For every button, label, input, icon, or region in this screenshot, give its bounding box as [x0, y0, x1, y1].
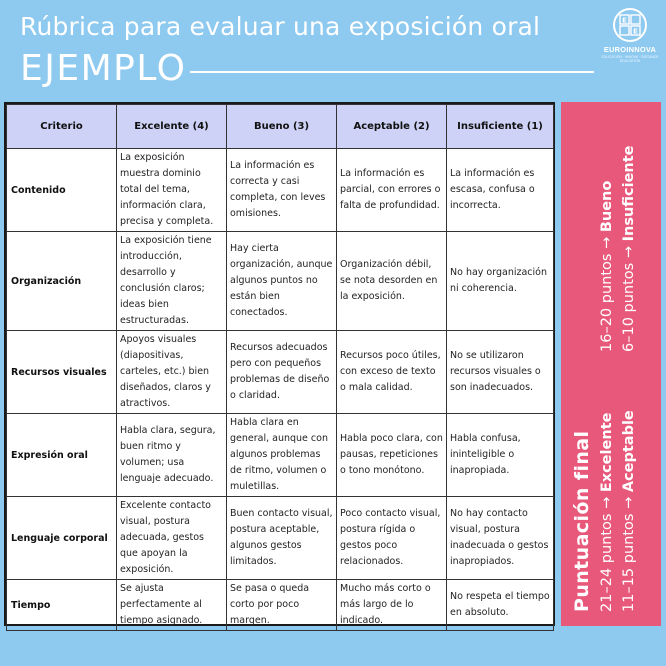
score-range: 6–10 puntos →	[621, 241, 637, 352]
page-subtitle: EJEMPLO	[20, 48, 187, 89]
rubric-cell: Recursos poco útiles, con exceso de texto o mala calidad.	[337, 331, 447, 414]
logo-brand: EUROINNOVA	[603, 45, 657, 54]
table-row	[7, 232, 554, 331]
final-score-rotated	[563, 104, 659, 624]
rubric-cell: La información es escasa, confusa o incorrecta.	[447, 149, 554, 232]
score-range: 16–20 puntos →	[599, 232, 615, 352]
rubric-cell: Recursos adecuados pero con pequeños problemas de diseño o claridad.	[227, 331, 337, 414]
svg-text:E: E	[622, 16, 627, 25]
logo	[600, 8, 660, 76]
score-band-excelente	[599, 413, 615, 612]
criterion-cell: Tiempo	[7, 580, 117, 631]
table-row	[7, 497, 554, 580]
header-aceptable: Aceptable (2)	[337, 105, 447, 149]
rubric-cell: Se pasa o queda corto por poco margen.	[227, 580, 337, 631]
rubric-cell: La exposición muestra dominio total del tema, información clara, precisa y completa.	[117, 149, 227, 232]
rubric-cell: Excelente contacto visual, postura adecuada, gestos que apoyan la exposición.	[117, 497, 227, 580]
score-label: Insuficiente	[621, 145, 637, 242]
rubric-cell: No se utilizaron recursos visuales o son inadecuados.	[447, 331, 554, 414]
table-header-row	[7, 105, 554, 149]
rubric-cell: No hay contacto visual, postura inadecuada o gestos inapropiados.	[447, 497, 554, 580]
logo-tagline: EDUCATION · INNOVA · DISTANCE EDUCATION	[601, 55, 659, 63]
rubric-cell: La información es parcial, con errores o falta de profundidad.	[337, 149, 447, 232]
score-label: Aceptable	[621, 410, 637, 493]
title-underline	[190, 71, 594, 73]
rubric-cell: La información es correcta y casi completa, con leves omisiones.	[227, 149, 337, 232]
score-band-bueno	[599, 181, 615, 352]
rubric-cell: Apoyos visuales (diapositivas, carteles, etc.) bien diseñados, claros y atractivos.	[117, 331, 227, 414]
score-label: Bueno	[599, 180, 615, 233]
rubric-cell: Habla poco clara, con pausas, repeticiones o tono monótono.	[337, 414, 447, 497]
rubric-cell: No respeta el tiempo en absoluto.	[447, 580, 554, 631]
rubric-cell: Habla clara, segura, buen ritmo y volumen; usa lenguaje adecuado.	[117, 414, 227, 497]
score-band-aceptable	[621, 410, 637, 612]
final-score-title: Puntuación final	[571, 430, 593, 612]
table-row	[7, 149, 554, 232]
final-score-panel	[561, 102, 661, 626]
rubric-cell: Se ajusta perfectamente al tiempo asignado.	[117, 580, 227, 631]
table-row	[7, 331, 554, 414]
criterion-cell: Lenguaje corporal	[7, 497, 117, 580]
table-row	[7, 580, 554, 631]
header-criterio: Criterio	[7, 105, 117, 149]
rubric-cell: La exposición tiene introducción, desarrollo y conclusión claros; ideas bien estructuradas.	[117, 232, 227, 331]
logo-emblem-icon	[618, 13, 642, 37]
criterion-cell: Contenido	[7, 149, 117, 232]
header-excelente: Excelente (4)	[117, 105, 227, 149]
criterion-cell: Organización	[7, 232, 117, 331]
header-bueno: Bueno (3)	[227, 105, 337, 149]
rubric-table	[6, 104, 554, 631]
rubric-cell: Mucho más corto o más largo de lo indicado.	[337, 580, 447, 631]
rubric-cell: Hay cierta organización, aunque algunos puntos no están bien conectados.	[227, 232, 337, 331]
rubric-table-container	[4, 102, 555, 626]
score-range: 11–15 puntos →	[621, 492, 637, 612]
rubric-cell: Habla confusa, ininteligible o inapropiada.	[447, 414, 554, 497]
logo-seal-icon	[613, 8, 647, 42]
score-label: Excelente	[599, 412, 615, 493]
table-row	[7, 414, 554, 497]
score-range: 21–24 puntos →	[599, 492, 615, 612]
header-insuficiente: Insuficiente (1)	[447, 105, 554, 149]
criterion-cell: Expresión oral	[7, 414, 117, 497]
rubric-cell: Poco contacto visual, postura rígida o gestos poco relacionados.	[337, 497, 447, 580]
rubric-cell: Habla clara en general, aunque con algunos problemas de ritmo, volumen o muletillas.	[227, 414, 337, 497]
rubric-cell: No hay organización ni coherencia.	[447, 232, 554, 331]
score-band-insuficiente	[621, 145, 637, 352]
rubric-cell: Buen contacto visual, postura aceptable, algunos gestos limitados.	[227, 497, 337, 580]
svg-text:E: E	[633, 27, 638, 36]
criterion-cell: Recursos visuales	[7, 331, 117, 414]
rubric-cell: Organización débil, se nota desorden en la exposición.	[337, 232, 447, 331]
page-title: Rúbrica para evaluar una exposición oral	[20, 12, 541, 41]
